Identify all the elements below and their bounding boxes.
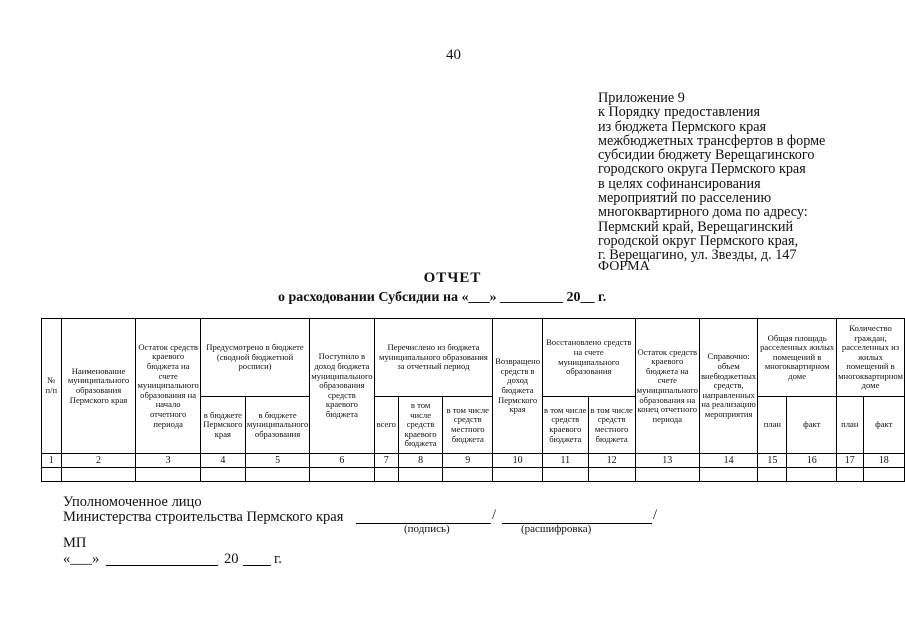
date-year-field[interactable] bbox=[243, 565, 271, 566]
header-planned: Предусмотрено в бюджете (сводной бюджетной росписи) bbox=[200, 319, 309, 397]
appendix-line: городской округ Пермского края, bbox=[598, 232, 799, 249]
header-citizens-plan: план bbox=[837, 397, 864, 454]
header-restored-regional: в том числе средств краевого бюджета bbox=[542, 397, 588, 454]
report-table bbox=[41, 318, 905, 482]
appendix-line: г. Верещагино, ул. Звезды, д. 147 bbox=[598, 247, 797, 264]
page-number: 40 bbox=[446, 47, 461, 63]
header-transferred-regional: в том числе средств краевого бюджета bbox=[398, 397, 442, 454]
table-cell[interactable] bbox=[837, 468, 864, 482]
signature-line1: Уполномоченное лицо bbox=[63, 494, 202, 510]
column-number: 5 bbox=[245, 454, 309, 468]
column-number: 3 bbox=[136, 454, 200, 468]
date-suffix: г. bbox=[274, 551, 282, 567]
header-num: № п/п bbox=[42, 319, 62, 454]
table-cell[interactable] bbox=[136, 468, 200, 482]
appendix-block bbox=[598, 91, 825, 263]
form-label: ФОРМА bbox=[598, 259, 650, 274]
table-cell[interactable] bbox=[588, 468, 635, 482]
report-title: ОТЧЕТ bbox=[423, 270, 482, 286]
header-citizens: Количество граждан, расселенных из жилых помещений в многоквартирном доме bbox=[837, 319, 905, 397]
column-number: 1 bbox=[42, 454, 62, 468]
table-cell[interactable] bbox=[398, 468, 442, 482]
header-area-fact: факт bbox=[787, 397, 837, 454]
appendix-line: Пермский край, Верещагинский bbox=[598, 218, 794, 235]
column-number: 12 bbox=[588, 454, 635, 468]
header-balance-start: Остаток средств краевого бюджета на счете муниципального образования на начало отчетного периода bbox=[136, 319, 200, 454]
column-number: 10 bbox=[493, 454, 543, 468]
header-transferred: Перечислено из бюджета муниципального образования за отчетный период bbox=[374, 319, 493, 397]
table-cell[interactable] bbox=[443, 468, 493, 482]
header-area-plan: план bbox=[758, 397, 787, 454]
column-number: 16 bbox=[787, 454, 837, 468]
signature-line2: Министерства строительства Пермского края bbox=[63, 509, 344, 525]
column-number: 11 bbox=[542, 454, 588, 468]
table-cell[interactable] bbox=[61, 468, 136, 482]
column-number: 7 bbox=[374, 454, 398, 468]
table-cell[interactable] bbox=[699, 468, 757, 482]
table-cell[interactable] bbox=[863, 468, 904, 482]
column-number: 9 bbox=[443, 454, 493, 468]
column-number: 17 bbox=[837, 454, 864, 468]
date-month-field[interactable] bbox=[106, 565, 218, 566]
signature-separator: / bbox=[492, 507, 497, 523]
column-number: 4 bbox=[200, 454, 245, 468]
table-cell[interactable] bbox=[542, 468, 588, 482]
header-restored-local: в том числе средств местного бюджета bbox=[588, 397, 635, 454]
column-number: 18 bbox=[863, 454, 904, 468]
header-transferred-total: всего bbox=[374, 397, 398, 454]
column-numbers-row bbox=[42, 454, 905, 468]
appendix-line: межбюджетных трансфертов в форме bbox=[598, 132, 826, 149]
podpis-label: (подпись) bbox=[404, 523, 450, 535]
header-citizens-fact: факт bbox=[863, 397, 904, 454]
date-year-prefix: 20 bbox=[224, 551, 239, 567]
column-number: 14 bbox=[699, 454, 757, 468]
appendix-line: к Порядку предоставления bbox=[598, 104, 760, 121]
table-cell[interactable] bbox=[200, 468, 245, 482]
header-restored: Восстановлено средств на счете муниципального образования bbox=[542, 319, 635, 397]
date-day: «___» bbox=[63, 551, 100, 567]
signature-separator-end: / bbox=[653, 507, 658, 523]
appendix-line: многоквартирного дома по адресу: bbox=[598, 204, 808, 221]
appendix-line: в целях софинансирования bbox=[598, 175, 761, 192]
rasshifrovka-label: (расшифровка) bbox=[521, 523, 592, 535]
table-cell[interactable] bbox=[245, 468, 309, 482]
appendix-line: Приложение 9 bbox=[598, 90, 685, 106]
header-planned-mun: в бюджете муниципального образования bbox=[245, 397, 309, 454]
appendix-line: городского округа Пермского края bbox=[598, 161, 806, 178]
table-cell[interactable] bbox=[758, 468, 787, 482]
header-balance-end: Остаток средств краевого бюджета на счете муниципального образования на конец отчетного периода bbox=[635, 319, 699, 454]
appendix-line: из бюджета Пермского края bbox=[598, 118, 767, 135]
column-number: 8 bbox=[398, 454, 442, 468]
table-cell[interactable] bbox=[787, 468, 837, 482]
stamp-label: МП bbox=[63, 535, 87, 551]
table-cell[interactable] bbox=[42, 468, 62, 482]
header-transferred-local: в том числе средств местного бюджета bbox=[443, 397, 493, 454]
report-subtitle: о расходовании Субсидии на «___» _________ 20__ г. bbox=[278, 290, 607, 305]
table-cell[interactable] bbox=[635, 468, 699, 482]
column-number: 2 bbox=[61, 454, 136, 468]
header-reference: Справочно: объем внебюджетных средств, направленных на реализацию мероприятия bbox=[699, 319, 757, 454]
header-name: Наименование муниципального образования Пермского края bbox=[61, 319, 136, 454]
header-area: Общая площадь расселенных жилых помещений в многоквартирном доме bbox=[758, 319, 837, 397]
appendix-line: мероприятий по расселению bbox=[598, 190, 772, 207]
column-number: 15 bbox=[758, 454, 787, 468]
table-cell[interactable] bbox=[374, 468, 398, 482]
header-received: Поступило в доход бюджета муниципального образования средств краевого бюджета bbox=[310, 319, 374, 454]
header-planned-perm: в бюджете Пермского края bbox=[200, 397, 245, 454]
table-cell[interactable] bbox=[310, 468, 374, 482]
header-returned: Возвращено средств в доход бюджета Пермского края bbox=[493, 319, 543, 454]
table-row bbox=[42, 468, 905, 482]
appendix-line: субсидии бюджету Верещагинского bbox=[598, 147, 815, 164]
table-cell[interactable] bbox=[493, 468, 543, 482]
column-number: 6 bbox=[310, 454, 374, 468]
column-number: 13 bbox=[635, 454, 699, 468]
